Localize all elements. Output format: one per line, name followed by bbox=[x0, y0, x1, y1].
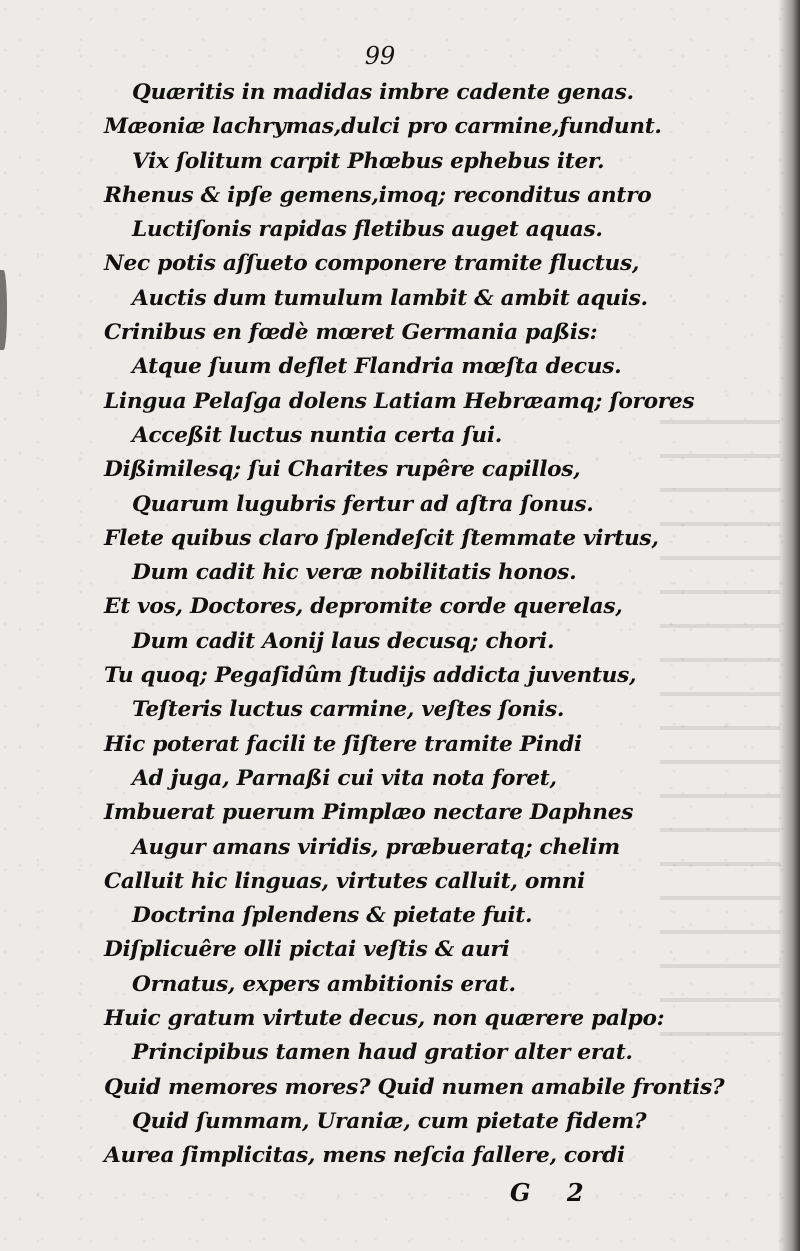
verse-line: Tu quoq; Pegaſidûm ſtudijs addicta juventus, bbox=[104, 663, 637, 689]
verse-line: Quæritis in madidas imbre cadente genas. bbox=[132, 80, 634, 105]
verse-line: Doctrina ſplendens & pietate fuit. bbox=[132, 903, 533, 929]
verse-line: Auctis dum tumulum lambit & ambit aquis. bbox=[132, 285, 648, 311]
binding-shadow bbox=[778, 0, 800, 1251]
verse-line: Atque ſuum deflet Flandria mœſta decus. bbox=[132, 354, 622, 380]
verse-line: Luctiſonis rapidas fletibus auget aquas. bbox=[132, 217, 603, 243]
verse-line: Teſteris luctus carmine, veſtes ſonis. bbox=[132, 697, 565, 723]
verse-line: Huic gratum virtute decus, non quærere palpo: bbox=[104, 1006, 665, 1032]
verse-line: Augur amans viridis, præbueratq; chelim bbox=[132, 834, 620, 860]
verse-line: Flete quibus claro ſplendeſcit ſtemmate virtus, bbox=[104, 525, 659, 551]
verse-line: Quid ſummam, Uraniæ, cum pietate fidem? bbox=[132, 1108, 647, 1134]
verse-line: Calluit hic linguas, virtutes calluit, omni bbox=[104, 868, 585, 894]
verse-line: Vix ſolitum carpit Phœbus ephebus iter. bbox=[132, 148, 605, 174]
verse-line: Rhenus & ipſe gemens,imoq; reconditus antro bbox=[104, 182, 652, 208]
verse-line: Et vos, Doctores, depromite corde querelas, bbox=[104, 594, 623, 620]
page-number: 99 bbox=[364, 42, 396, 70]
verse-line: Ornatus, expers ambitionis erat. bbox=[132, 971, 516, 997]
verse-text bbox=[0, 76, 780, 1174]
verse-line: Imbuerat puerum Pimplæo nectare Daphnes bbox=[104, 800, 634, 826]
verse-line: Quarum lugubris fertur ad aſtra ſonus. bbox=[132, 491, 594, 517]
verse-line: Ad juga, Parnaßi cui vita nota foret, bbox=[132, 765, 557, 791]
verse-line: Nec potis aſſueto componere tramite fluctus, bbox=[104, 251, 640, 277]
verse-line: Principibus tamen haud gratior alter erat. bbox=[132, 1040, 633, 1066]
verse-line: Dißimilesq; ſui Charites rupêre capillos, bbox=[104, 457, 581, 483]
verse-line: Hic poterat facili te ſiſtere tramite Pindi bbox=[104, 731, 582, 757]
signature-mark: G 2 bbox=[510, 1178, 598, 1207]
verse-line: Diſplicuêre olli pictai veſtis & auri bbox=[104, 937, 510, 963]
verse-line: Quid memores mores? Quid numen amabile frontis? bbox=[104, 1074, 725, 1100]
verse-line: Dum cadit Aonij laus decusq; chori. bbox=[132, 628, 555, 654]
verse-line: Lingua Pelaſga dolens Latiam Hebræamq; ſorores bbox=[104, 388, 695, 414]
verse-line: Aurea ſimplicitas, mens neſcia fallere, cordi bbox=[104, 1143, 625, 1169]
verse-line: Dum cadit hic veræ nobilitatis honos. bbox=[132, 560, 577, 586]
verse-line: Crinibus en fœdè mœret Germania paßis: bbox=[104, 320, 598, 346]
verse-line: Mæoniæ lachrymas,dulci pro carmine,fundunt. bbox=[104, 114, 662, 140]
verse-line: Acceßit luctus nuntia certa ſui. bbox=[132, 422, 503, 448]
